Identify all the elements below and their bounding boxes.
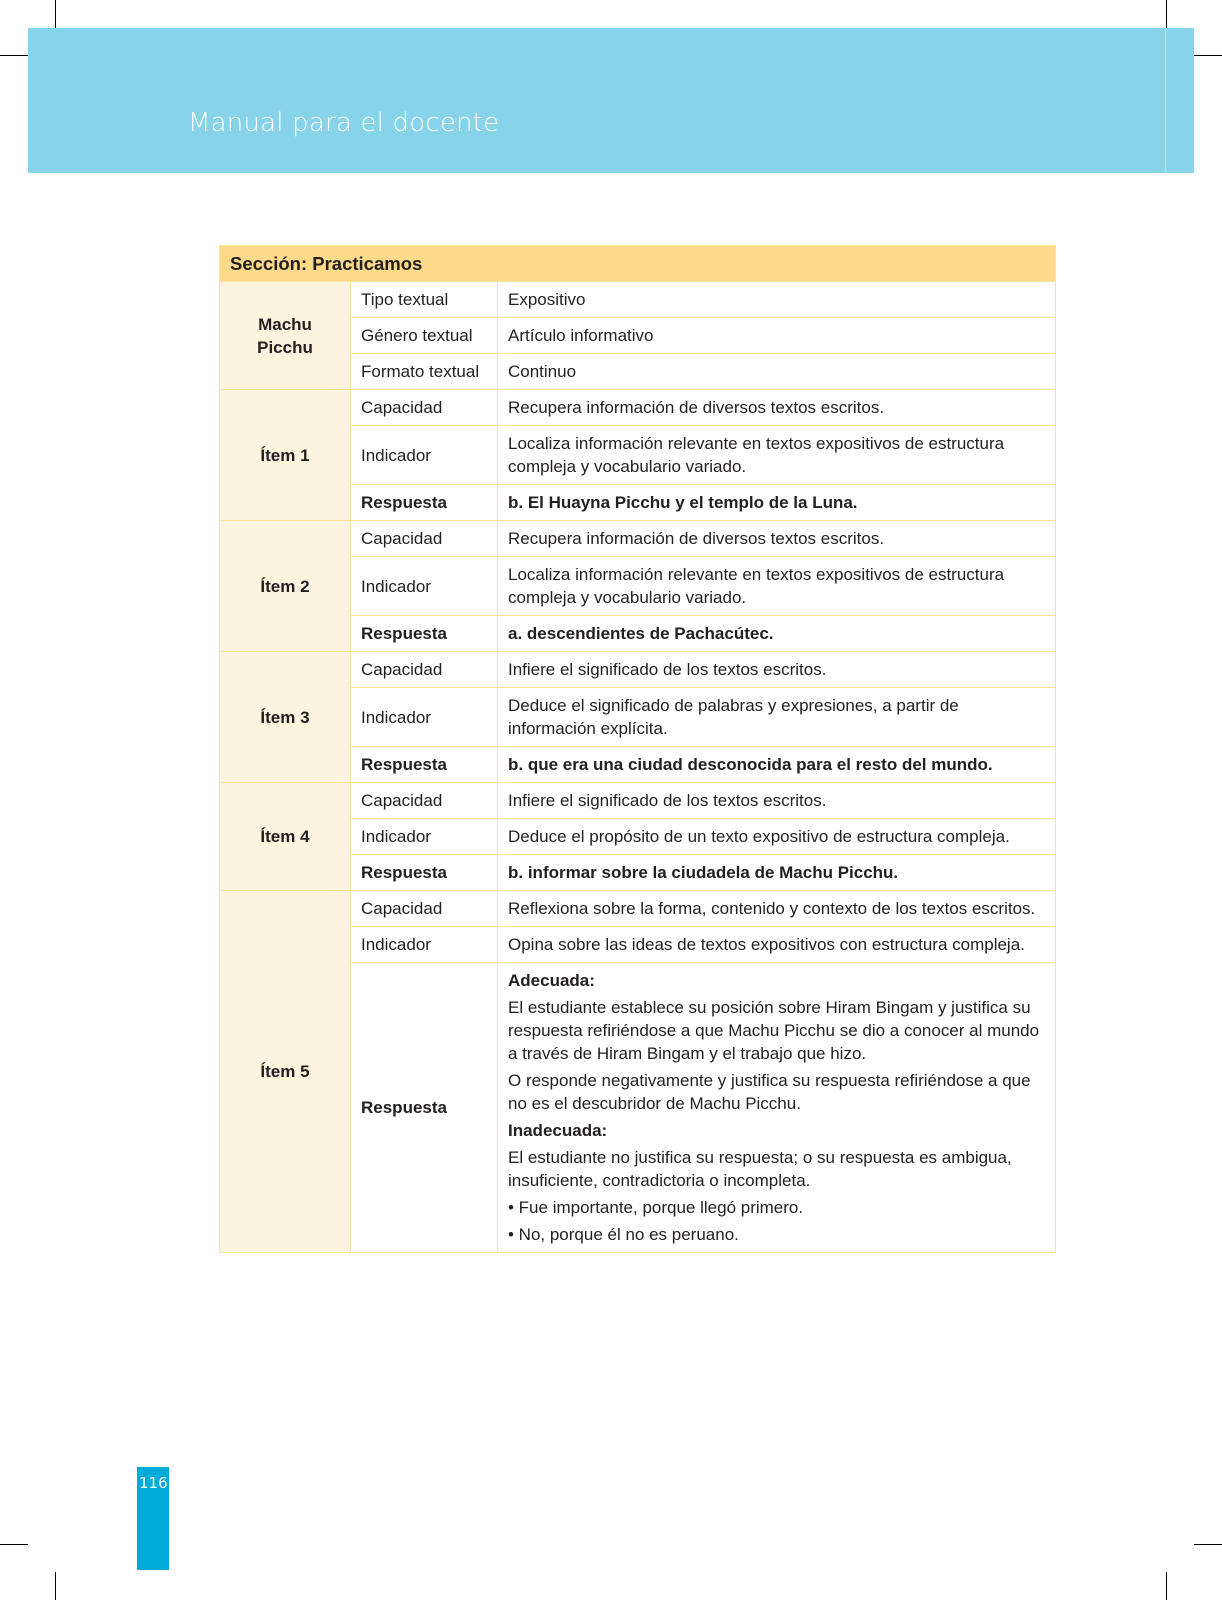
row-label: Formato textual [351,354,498,390]
group-title-item-2: Ítem 2 [220,521,351,652]
table-row [220,390,1056,426]
crop-mark [1194,55,1222,56]
inadecuada-text: El estudiante no justifica su respuesta; o su respuesta es ambigua, insuficiente, contradictoria o incompleta. [508,1148,1012,1190]
crop-mark [1194,1544,1222,1545]
table-row [220,783,1056,819]
crop-mark [0,55,28,56]
crop-mark [1166,1572,1167,1600]
row-value: Artículo informativo [498,318,1056,354]
crop-mark [55,1572,56,1600]
adecuada-alt-text: O responde negativamente y justifica su respuesta refiriéndose a que no es el descubridor de Machu Picchu. [508,1071,1031,1113]
respuesta-label: Respuesta [351,747,498,783]
respuesta-label: Respuesta [351,963,498,1253]
header-bleed-line [1165,28,1166,173]
bullet-item: • Fue importante, porque llegó primero. [508,1198,804,1217]
table-row [220,282,1056,318]
indicador-value: Deduce el significado de palabras y expresiones, a partir de información explícita. [498,688,1056,747]
table-row [220,521,1056,557]
indicador-value: Deduce el propósito de un texto expositivo de estructura compleja. [498,819,1056,855]
header-title: Manual para el docente [188,108,500,138]
page-number: 116 [139,1474,168,1492]
indicador-label: Indicador [351,819,498,855]
adecuada-text: El estudiante establece su posición sobre Hiram Bingam y justifica su respuesta refiriéndose a que Machu Picchu se dio a conocer al mundo a través de Hiram Bingam y el trabajo que hizo. [508,998,1040,1063]
indicador-value: Localiza información relevante en textos expositivos de estructura compleja y vocabulario variado. [498,426,1056,485]
capacidad-value: Reflexiona sobre la forma, contenido y contexto de los textos escritos. [498,891,1056,927]
capacidad-label: Capacidad [351,521,498,557]
table-row [220,652,1056,688]
group-title-item-1: Ítem 1 [220,390,351,521]
indicador-label: Indicador [351,927,498,963]
crop-mark [1166,0,1167,28]
respuesta-value: b. que era una ciudad desconocida para el resto del mundo. [498,747,1056,783]
answer-key-table [219,245,1056,1253]
respuesta-value: b. informar sobre la ciudadela de Machu Picchu. [498,855,1056,891]
capacidad-label: Capacidad [351,891,498,927]
capacidad-value: Infiere el significado de los textos escritos. [498,783,1056,819]
group-title-item-3: Ítem 3 [220,652,351,783]
capacidad-label: Capacidad [351,652,498,688]
group-title-item-4: Ítem 4 [220,783,351,891]
capacidad-label: Capacidad [351,783,498,819]
respuesta-label: Respuesta [351,855,498,891]
group-title-item-5: Ítem 5 [220,891,351,1253]
bullet-item: • No, porque él no es peruano. [508,1225,739,1244]
row-value: Expositivo [498,282,1056,318]
respuesta-value: b. El Huayna Picchu y el templo de la Luna. [498,485,1056,521]
group-title-machu-picchu: Machu Picchu [220,282,351,390]
row-label: Género textual [351,318,498,354]
crop-mark [55,0,56,28]
capacidad-value: Recupera información de diversos textos escritos. [498,521,1056,557]
indicador-label: Indicador [351,557,498,616]
indicador-value: Localiza información relevante en textos expositivos de estructura compleja y vocabulario variado. [498,557,1056,616]
indicador-label: Indicador [351,426,498,485]
crop-mark [0,1544,28,1545]
row-value: Continuo [498,354,1056,390]
header-band [28,28,1194,173]
section-title: Sección: Practicamos [220,246,1056,282]
row-label: Tipo textual [351,282,498,318]
section-header-row [220,246,1056,282]
table-row [220,891,1056,927]
respuesta-value: a. descendientes de Pachacútec. [498,616,1056,652]
respuesta-detail [498,963,1056,1253]
capacidad-value: Infiere el significado de los textos escritos. [498,652,1056,688]
respuesta-label: Respuesta [351,616,498,652]
adecuada-title: Adecuada: [508,971,595,990]
capacidad-value: Recupera información de diversos textos escritos. [498,390,1056,426]
capacidad-label: Capacidad [351,390,498,426]
indicador-value: Opina sobre las ideas de textos expositivos con estructura compleja. [498,927,1056,963]
respuesta-label: Respuesta [351,485,498,521]
indicador-label: Indicador [351,688,498,747]
inadecuada-title: Inadecuada: [508,1121,608,1140]
